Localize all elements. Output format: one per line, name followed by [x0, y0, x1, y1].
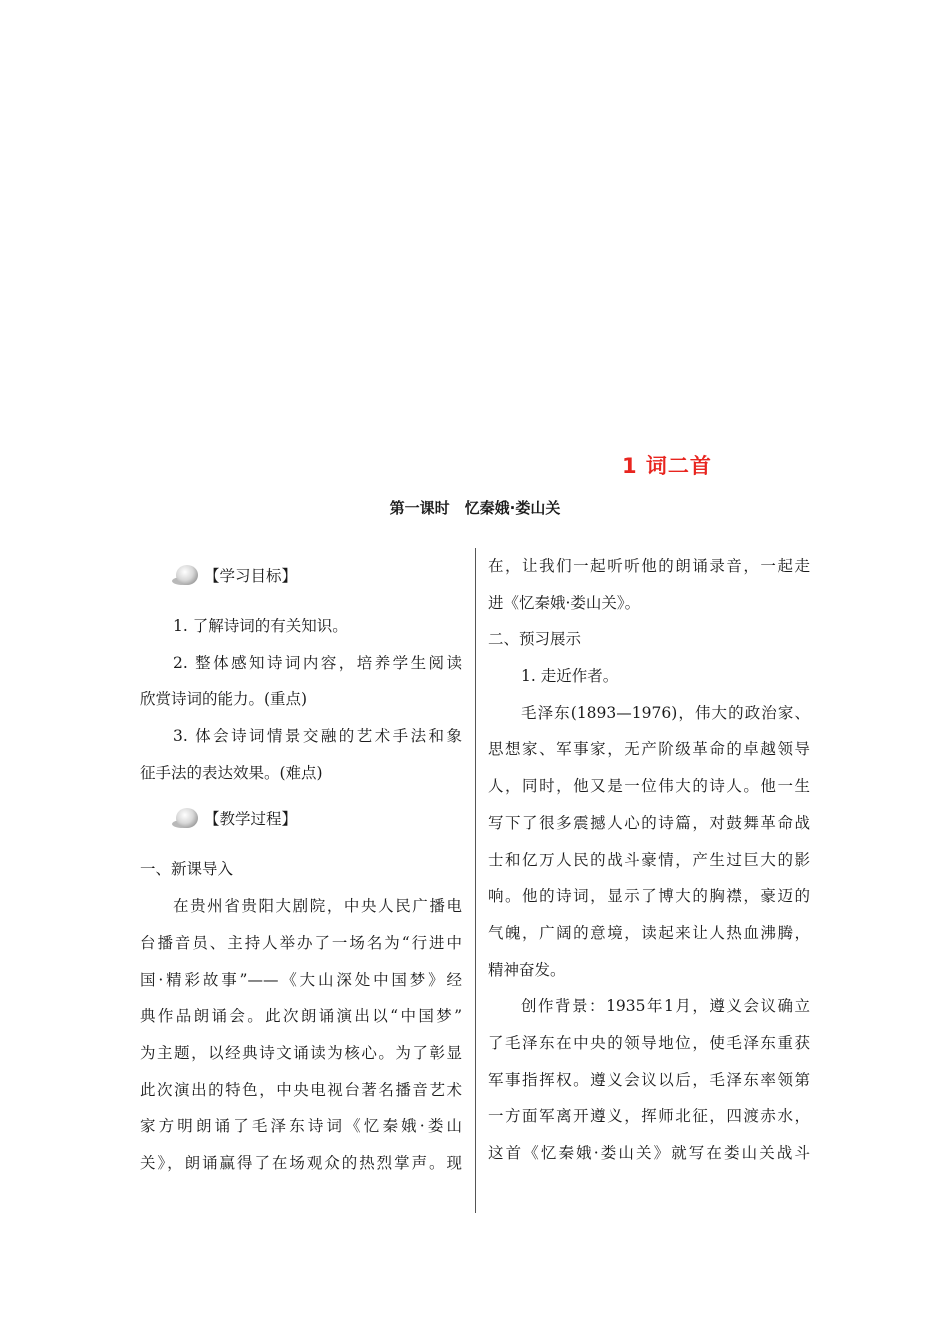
paragraph-line: 毛泽东(1893—1976)，伟大的政治家、: [521, 703, 810, 722]
paragraph-line: 进《忆秦娥·娄山关》。: [488, 593, 641, 612]
right-column: [488, 548, 810, 1172]
lesson-title: 1 词二首: [622, 454, 712, 478]
paragraph-line: 士和亿万人民的战斗豪情，产生过巨大的影: [488, 850, 810, 869]
paragraph-line: 典作品朗诵会。此次朗诵演出以“中国梦”: [140, 1007, 462, 1026]
left-column: [140, 548, 462, 1182]
goals-label: 【学习目标】: [204, 567, 298, 585]
goals-section-header: [140, 548, 462, 602]
paragraph-line: 这首《忆秦娥·娄山关》就写在娄山关战斗: [488, 1144, 810, 1162]
goal-line: 欣赏诗词的能力。(重点): [140, 690, 308, 709]
paragraph-line: 关》，朗诵赢得了在场观众的热烈掌声。现: [140, 1153, 462, 1172]
bullet-ball-icon: [172, 806, 202, 830]
paragraph-line: 家方明朗诵了毛泽东诗词《忆秦娥·娄山: [140, 1117, 462, 1136]
author-item: 1. 走近作者。: [521, 667, 619, 686]
process-section-header: [140, 791, 462, 845]
column-divider: [475, 548, 476, 1213]
goal-line: 1. 了解诗词的有关知识。: [173, 617, 348, 635]
goal-line: 2. 整体感知诗词内容，培养学生阅读: [173, 653, 462, 672]
paragraph-line: 一方面军离开遵义，挥师北征，四渡赤水，: [488, 1107, 810, 1126]
goal-line: 征手法的表达效果。(难点): [140, 763, 323, 782]
process-label: 【教学过程】: [204, 810, 298, 829]
paragraph-line: 在贵州省贵阳大剧院，中央人民广播电: [173, 897, 462, 916]
lesson-subtitle: 第一课时 忆秦娥·娄山关: [389, 499, 561, 517]
paragraph-line: 创作背景：1935年1月，遵义会议确立: [521, 997, 810, 1016]
paragraph-line: 在，让我们一起听听他的朗诵录音，一起走: [488, 557, 810, 575]
bullet-ball-icon: [172, 563, 202, 587]
paragraph-line: 为主题，以经典诗文诵读为核心。为了彰显: [140, 1043, 462, 1062]
paragraph-line: 写下了很多震撼人心的诗篇，对鼓舞革命战: [488, 813, 810, 832]
paragraph-line: 台播音员、主持人举办了一场名为“行进中: [140, 933, 462, 952]
preview-heading: 二、预习展示: [488, 630, 582, 649]
paragraph-line: 人，同时，他又是一位伟大的诗人。他一生: [488, 777, 810, 796]
paragraph-line: 思想家、军事家，无产阶级革命的卓越领导: [488, 740, 810, 759]
paragraph-line: 气魄，广阔的意境，读起来让人热血沸腾，: [488, 923, 810, 942]
paragraph-line: 国·精彩故事”——《大山深处中国梦》经: [140, 970, 462, 989]
paragraph-line: 了毛泽东在中央的领导地位，使毛泽东重获: [488, 1033, 810, 1052]
intro-heading: 一、新课导入: [140, 860, 234, 879]
paragraph-line: 精神奋发。: [488, 960, 566, 979]
paragraph-line: 此次演出的特色，中央电视台著名播音艺术: [140, 1080, 462, 1099]
goal-line: 3. 体会诗词情景交融的艺术手法和象: [173, 727, 462, 746]
paragraph-line: 军事指挥权。遵义会议以后，毛泽东率领第: [488, 1070, 810, 1089]
paragraph-line: 响。他的诗词，显示了博大的胸襟，豪迈的: [488, 887, 810, 906]
